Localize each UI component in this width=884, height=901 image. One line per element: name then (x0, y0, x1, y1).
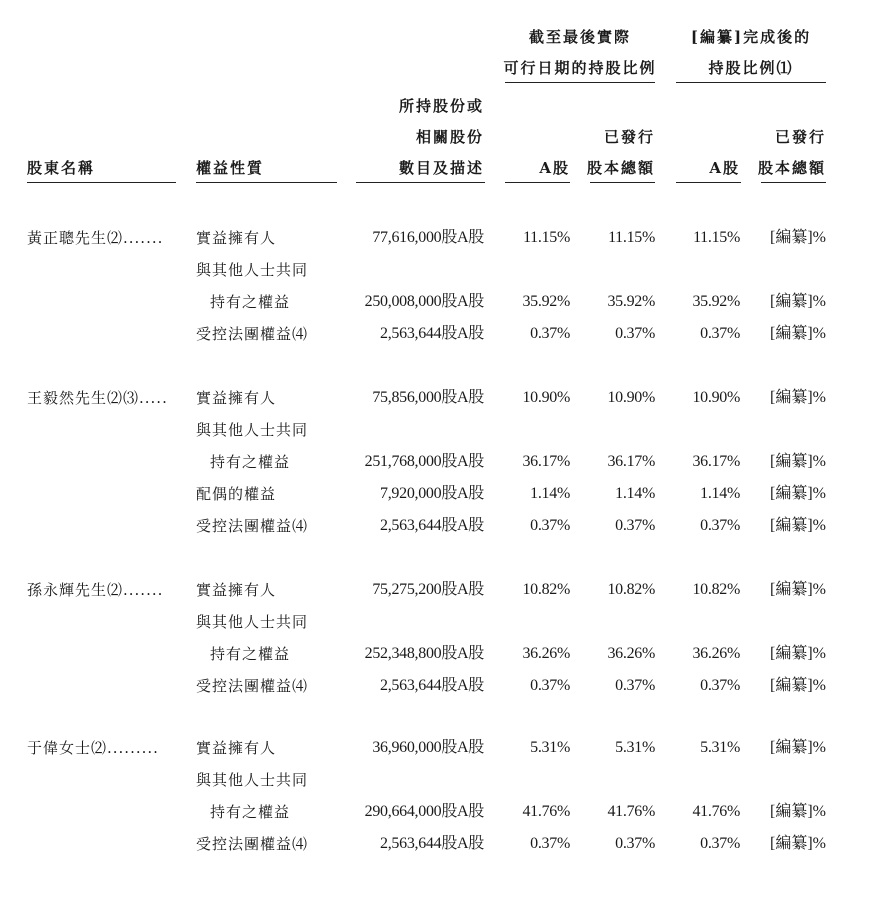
pct-a-share-latest: 0.37% (530, 835, 570, 852)
shares-held: 75,275,200股A股 (372, 581, 484, 598)
interest-nature: 實益擁有人 (196, 229, 277, 247)
pct-total-after: [編纂]% (770, 453, 826, 470)
pct-total-after: [編纂]% (770, 485, 826, 502)
pct-total-latest: 41.76% (607, 803, 655, 820)
pct-total-after: [編纂]% (770, 293, 826, 310)
pct-a-share-latest: 41.76% (522, 803, 570, 820)
pct-a-share-after: 0.37% (700, 517, 740, 534)
pct-a-share-after: 5.31% (700, 739, 740, 756)
rule-col-total-1 (590, 182, 655, 183)
rule-col-shares (356, 182, 485, 183)
header-col-a-share-1: A股 (539, 159, 570, 177)
interest-nature: 持有之權益 (210, 645, 291, 663)
shares-held: 252,348,800股A股 (364, 645, 484, 662)
pct-total-after: [編纂]% (770, 581, 826, 598)
rule-col-total-2 (761, 182, 826, 183)
rule-col-nature (196, 182, 337, 183)
shareholder-name: 黃正聰先生⑵....... (27, 229, 164, 247)
pct-a-share-latest: 35.92% (522, 293, 570, 310)
pct-a-share-after: 0.37% (700, 835, 740, 852)
rule-col-a-share-1 (505, 182, 570, 183)
interest-nature: 持有之權益 (210, 453, 291, 471)
header-group-latest-rule (505, 82, 655, 83)
interest-nature: 實益擁有人 (196, 581, 277, 599)
header-group-latest-line1: 截至最後實際 (528, 28, 631, 46)
interest-nature: 與其他人士共同 (196, 613, 309, 631)
header-shares-desc-line1: 所持股份或 (398, 97, 484, 115)
shares-held: 2,563,644股A股 (380, 517, 484, 534)
pct-a-share-latest: 0.37% (530, 677, 570, 694)
header-group-after-line2: 持股比例⑴ (708, 59, 794, 77)
pct-a-share-latest: 10.82% (522, 581, 570, 598)
pct-total-latest: 5.31% (615, 739, 655, 756)
shares-held: 2,563,644股A股 (380, 677, 484, 694)
pct-a-share-latest: 11.15% (523, 229, 570, 246)
pct-a-share-after: 0.37% (700, 325, 740, 342)
pct-a-share-after: 10.82% (692, 581, 740, 598)
header-shares-desc-line2: 相關股份 (415, 128, 484, 146)
header-total-1-line1: 已發行 (603, 128, 655, 146)
pct-total-after: [編纂]% (770, 677, 826, 694)
header-total-2-line1: 已發行 (774, 128, 826, 146)
pct-a-share-latest: 10.90% (522, 389, 570, 406)
shares-held: 251,768,000股A股 (364, 453, 484, 470)
pct-a-share-after: 36.17% (692, 453, 740, 470)
shares-held: 36,960,000股A股 (372, 739, 484, 756)
header-total-1-line2: 股本總額 (586, 159, 655, 177)
header-group-after-rule (676, 82, 826, 83)
shares-held: 77,616,000股A股 (372, 229, 484, 246)
rule-col-a-share-2 (676, 182, 741, 183)
pct-total-after: [編纂]% (770, 803, 826, 820)
pct-total-after: [編纂]% (770, 229, 826, 246)
header-col-name: 股東名稱 (27, 159, 96, 177)
pct-a-share-latest: 0.37% (530, 517, 570, 534)
pct-total-after: [編纂]% (770, 739, 826, 756)
interest-nature: 配偶的權益 (196, 485, 277, 503)
interest-nature: 與其他人士共同 (196, 421, 309, 439)
interest-nature: 實益擁有人 (196, 389, 277, 407)
header-col-nature: 權益性質 (196, 159, 265, 177)
interest-nature: 受控法團權益⑷ (196, 677, 309, 695)
pct-a-share-latest: 36.17% (522, 453, 570, 470)
pct-a-share-after: 0.37% (700, 677, 740, 694)
interest-nature: 與其他人士共同 (196, 261, 309, 279)
header-group-after-line1: [編纂]完成後的 (690, 28, 812, 46)
pct-total-latest: 10.82% (607, 581, 655, 598)
pct-total-latest: 0.37% (615, 517, 655, 534)
pct-total-latest: 36.17% (607, 453, 655, 470)
pct-a-share-latest: 5.31% (530, 739, 570, 756)
pct-a-share-after: 10.90% (692, 389, 740, 406)
shares-held: 250,008,000股A股 (364, 293, 484, 310)
pct-total-latest: 11.15% (608, 229, 655, 246)
shares-held: 2,563,644股A股 (380, 325, 484, 342)
shareholder-name: 孫永輝先生⑵....... (27, 581, 164, 599)
header-group-latest-line2: 可行日期的持股比例 (503, 59, 657, 77)
shares-held: 290,664,000股A股 (364, 803, 484, 820)
pct-total-after: [編纂]% (770, 645, 826, 662)
pct-a-share-after: 35.92% (692, 293, 740, 310)
pct-total-latest: 36.26% (607, 645, 655, 662)
shares-held: 7,920,000股A股 (380, 485, 484, 502)
pct-total-after: [編纂]% (770, 325, 826, 342)
interest-nature: 受控法團權益⑷ (196, 325, 309, 343)
interest-nature: 與其他人士共同 (196, 771, 309, 789)
interest-nature: 受控法團權益⑷ (196, 517, 309, 535)
pct-a-share-latest: 1.14% (530, 485, 570, 502)
pct-a-share-latest: 0.37% (530, 325, 570, 342)
pct-total-after: [編纂]% (770, 517, 826, 534)
shareholder-name: 王毅然先生⑵⑶..... (27, 389, 168, 407)
header-total-2-line2: 股本總額 (757, 159, 826, 177)
pct-total-latest: 10.90% (607, 389, 655, 406)
pct-a-share-latest: 36.26% (522, 645, 570, 662)
pct-a-share-after: 11.15% (693, 229, 740, 246)
pct-total-latest: 0.37% (615, 677, 655, 694)
pct-total-after: [編纂]% (770, 389, 826, 406)
interest-nature: 受控法團權益⑷ (196, 835, 309, 853)
pct-a-share-after: 41.76% (692, 803, 740, 820)
interest-nature: 持有之權益 (210, 293, 291, 311)
shares-held: 2,563,644股A股 (380, 835, 484, 852)
interest-nature: 持有之權益 (210, 803, 291, 821)
interest-nature: 實益擁有人 (196, 739, 277, 757)
shares-held: 75,856,000股A股 (372, 389, 484, 406)
pct-a-share-after: 1.14% (700, 485, 740, 502)
pct-a-share-after: 36.26% (692, 645, 740, 662)
shareholder-name: 于偉女士⑵......... (27, 739, 159, 757)
pct-total-latest: 35.92% (607, 293, 655, 310)
header-shares-desc-line3: 數目及描述 (398, 159, 484, 177)
header-col-a-share-2: A股 (709, 159, 740, 177)
rule-col-name (27, 182, 176, 183)
pct-total-latest: 1.14% (615, 485, 655, 502)
pct-total-latest: 0.37% (615, 835, 655, 852)
pct-total-latest: 0.37% (615, 325, 655, 342)
pct-total-after: [編纂]% (770, 835, 826, 852)
